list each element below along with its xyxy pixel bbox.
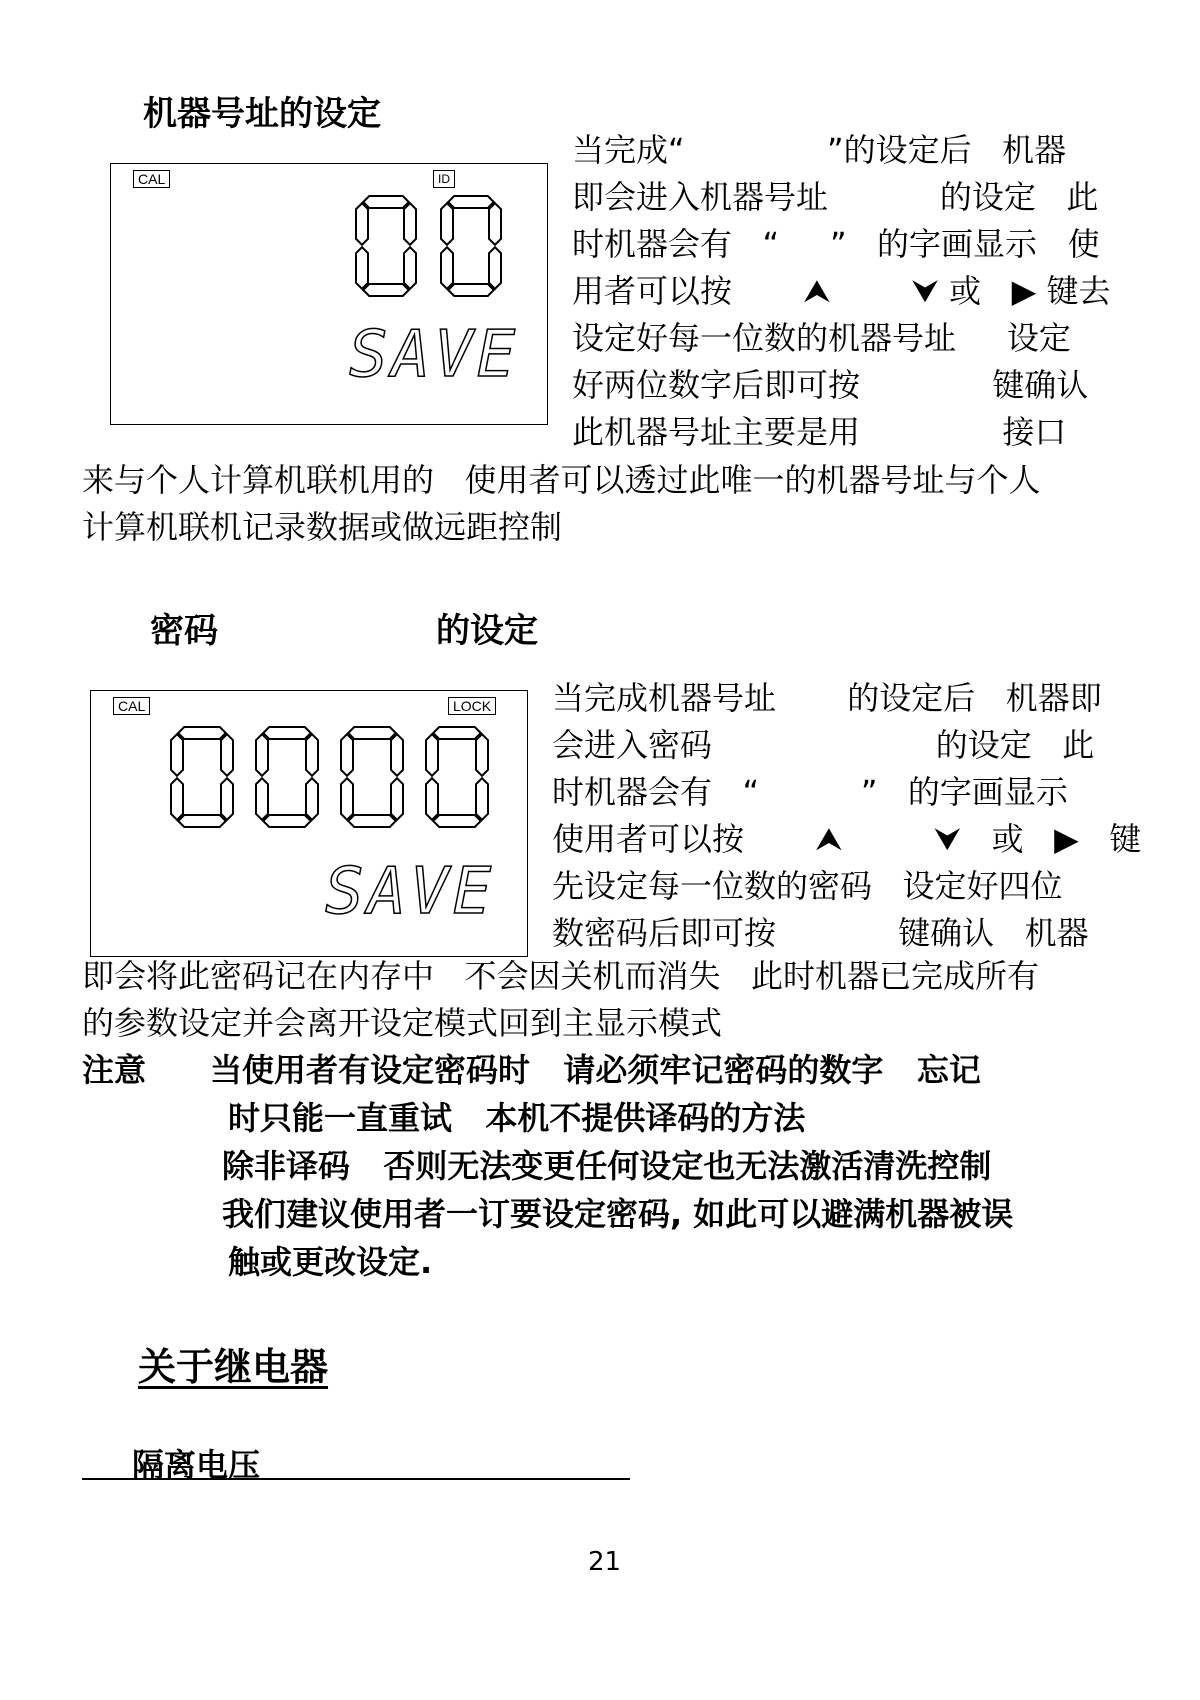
lcd-segment (256, 778, 268, 820)
note-label: 注意 (82, 1051, 147, 1089)
text-line: 当完成机器号址 的设定后 机器即 (552, 679, 1102, 717)
lcd-display-password (90, 690, 528, 957)
lcd-segment (441, 203, 453, 245)
section-heading-isolation-voltage: 隔离电压 (132, 1446, 261, 1484)
lcd-segment (178, 727, 226, 739)
lcd-segment (221, 778, 233, 820)
note-line: 时只能一直重试 本机不提供译码的方法 (228, 1099, 806, 1137)
lcd-cal-tag: CAL (133, 170, 170, 188)
text-line: 会进入密码 的设定 此 (552, 726, 1095, 764)
divider-rule (82, 1478, 630, 1480)
text-line: 时机器会有 “ ” 的字画显示 使 (572, 225, 1100, 263)
note-line: 除非译码 否则无法变更任何设定也无法激活清洗控制 (222, 1147, 992, 1185)
text-line: 使用者可以按 ⮝ ⮟ 或 ▶ 键 (552, 820, 1142, 858)
note-line: 当使用者有设定密码时 请必须牢记密码的数字 忘记 (210, 1051, 981, 1089)
lcd-segment (171, 778, 183, 820)
text-line: 此机器号址主要是用 接口 (572, 413, 1067, 451)
lcd-save-word: SAVE (325, 855, 496, 929)
section-heading-password: 密码 (150, 611, 218, 651)
lcd-lock-tag: LOCK (448, 697, 496, 715)
section-heading-machine-address: 机器号址的设定 (143, 94, 381, 134)
lcd-segment (363, 196, 409, 208)
lcd-segment (433, 815, 481, 827)
note-line: 触或更改设定. (228, 1243, 433, 1281)
section-heading-password-suffix: 的设定 (436, 611, 538, 651)
lcd-display-address (110, 163, 548, 425)
lcd-segment (348, 727, 396, 739)
text-line: 当完成“ ”的设定后 机器 (572, 131, 1067, 169)
lcd-segment (441, 247, 453, 289)
lcd-segment (341, 734, 353, 776)
text-line: 即会进入机器号址 的设定 此 (572, 178, 1099, 216)
text-line: 来与个人计算机联机用的 使用者可以透过此唯一的机器号址与个人 (82, 461, 1041, 499)
lcd-segment (404, 247, 416, 289)
lcd-segment (306, 734, 318, 776)
lcd-segment (404, 203, 416, 245)
lcd-segment (391, 734, 403, 776)
page-number: 21 (588, 1547, 622, 1577)
text-line: 计算机联机记录数据或做远距控制 (82, 508, 563, 546)
lcd-segment (489, 203, 501, 245)
text-line: 即会将此密码记在内存中 不会因关机而消失 此时机器已完成所有 (82, 957, 1040, 995)
text-line: 的参数设定并会离开设定模式回到主显示模式 (82, 1004, 723, 1042)
lcd-segment (391, 778, 403, 820)
section-heading-relay: 关于继电器 (138, 1345, 329, 1389)
lcd-segment-digits (91, 691, 527, 956)
lcd-segment-digits (111, 164, 547, 424)
lcd-segment (221, 734, 233, 776)
lcd-segment (178, 815, 226, 827)
lcd-segment (256, 734, 268, 776)
lcd-save-word: SAVE (349, 318, 520, 392)
lcd-segment (489, 247, 501, 289)
lcd-segment (263, 727, 311, 739)
lcd-segment (433, 727, 481, 739)
lcd-segment (363, 284, 409, 296)
lcd-id-tag: ID (433, 170, 455, 188)
lcd-segment (306, 778, 318, 820)
lcd-cal-tag: CAL (113, 697, 150, 715)
lcd-segment (263, 815, 311, 827)
text-line: 好两位数字后即可按 键确认 (572, 366, 1089, 404)
lcd-segment (426, 778, 438, 820)
lcd-segment (341, 778, 353, 820)
lcd-segment (171, 734, 183, 776)
text-line: 先设定每一位数的密码 设定好四位 (552, 867, 1063, 905)
lcd-segment (448, 284, 494, 296)
lcd-segment (356, 203, 368, 245)
text-line: 数密码后即可按 键确认 机器 (552, 914, 1089, 952)
lcd-segment (356, 247, 368, 289)
note-line: 我们建议使用者一订要设定密码, 如此可以避满机器被误 (222, 1195, 1014, 1233)
text-line: 时机器会有 “ ” 的字画显示 (552, 773, 1068, 811)
text-line: 设定好每一位数的机器号址 设定 (572, 319, 1071, 357)
lcd-segment (426, 734, 438, 776)
lcd-segment (476, 734, 488, 776)
lcd-segment (448, 196, 494, 208)
text-line: 用者可以按 ⮝ ⮟ 或 ▶ 键去 (572, 272, 1111, 310)
lcd-segment (476, 778, 488, 820)
lcd-segment (348, 815, 396, 827)
